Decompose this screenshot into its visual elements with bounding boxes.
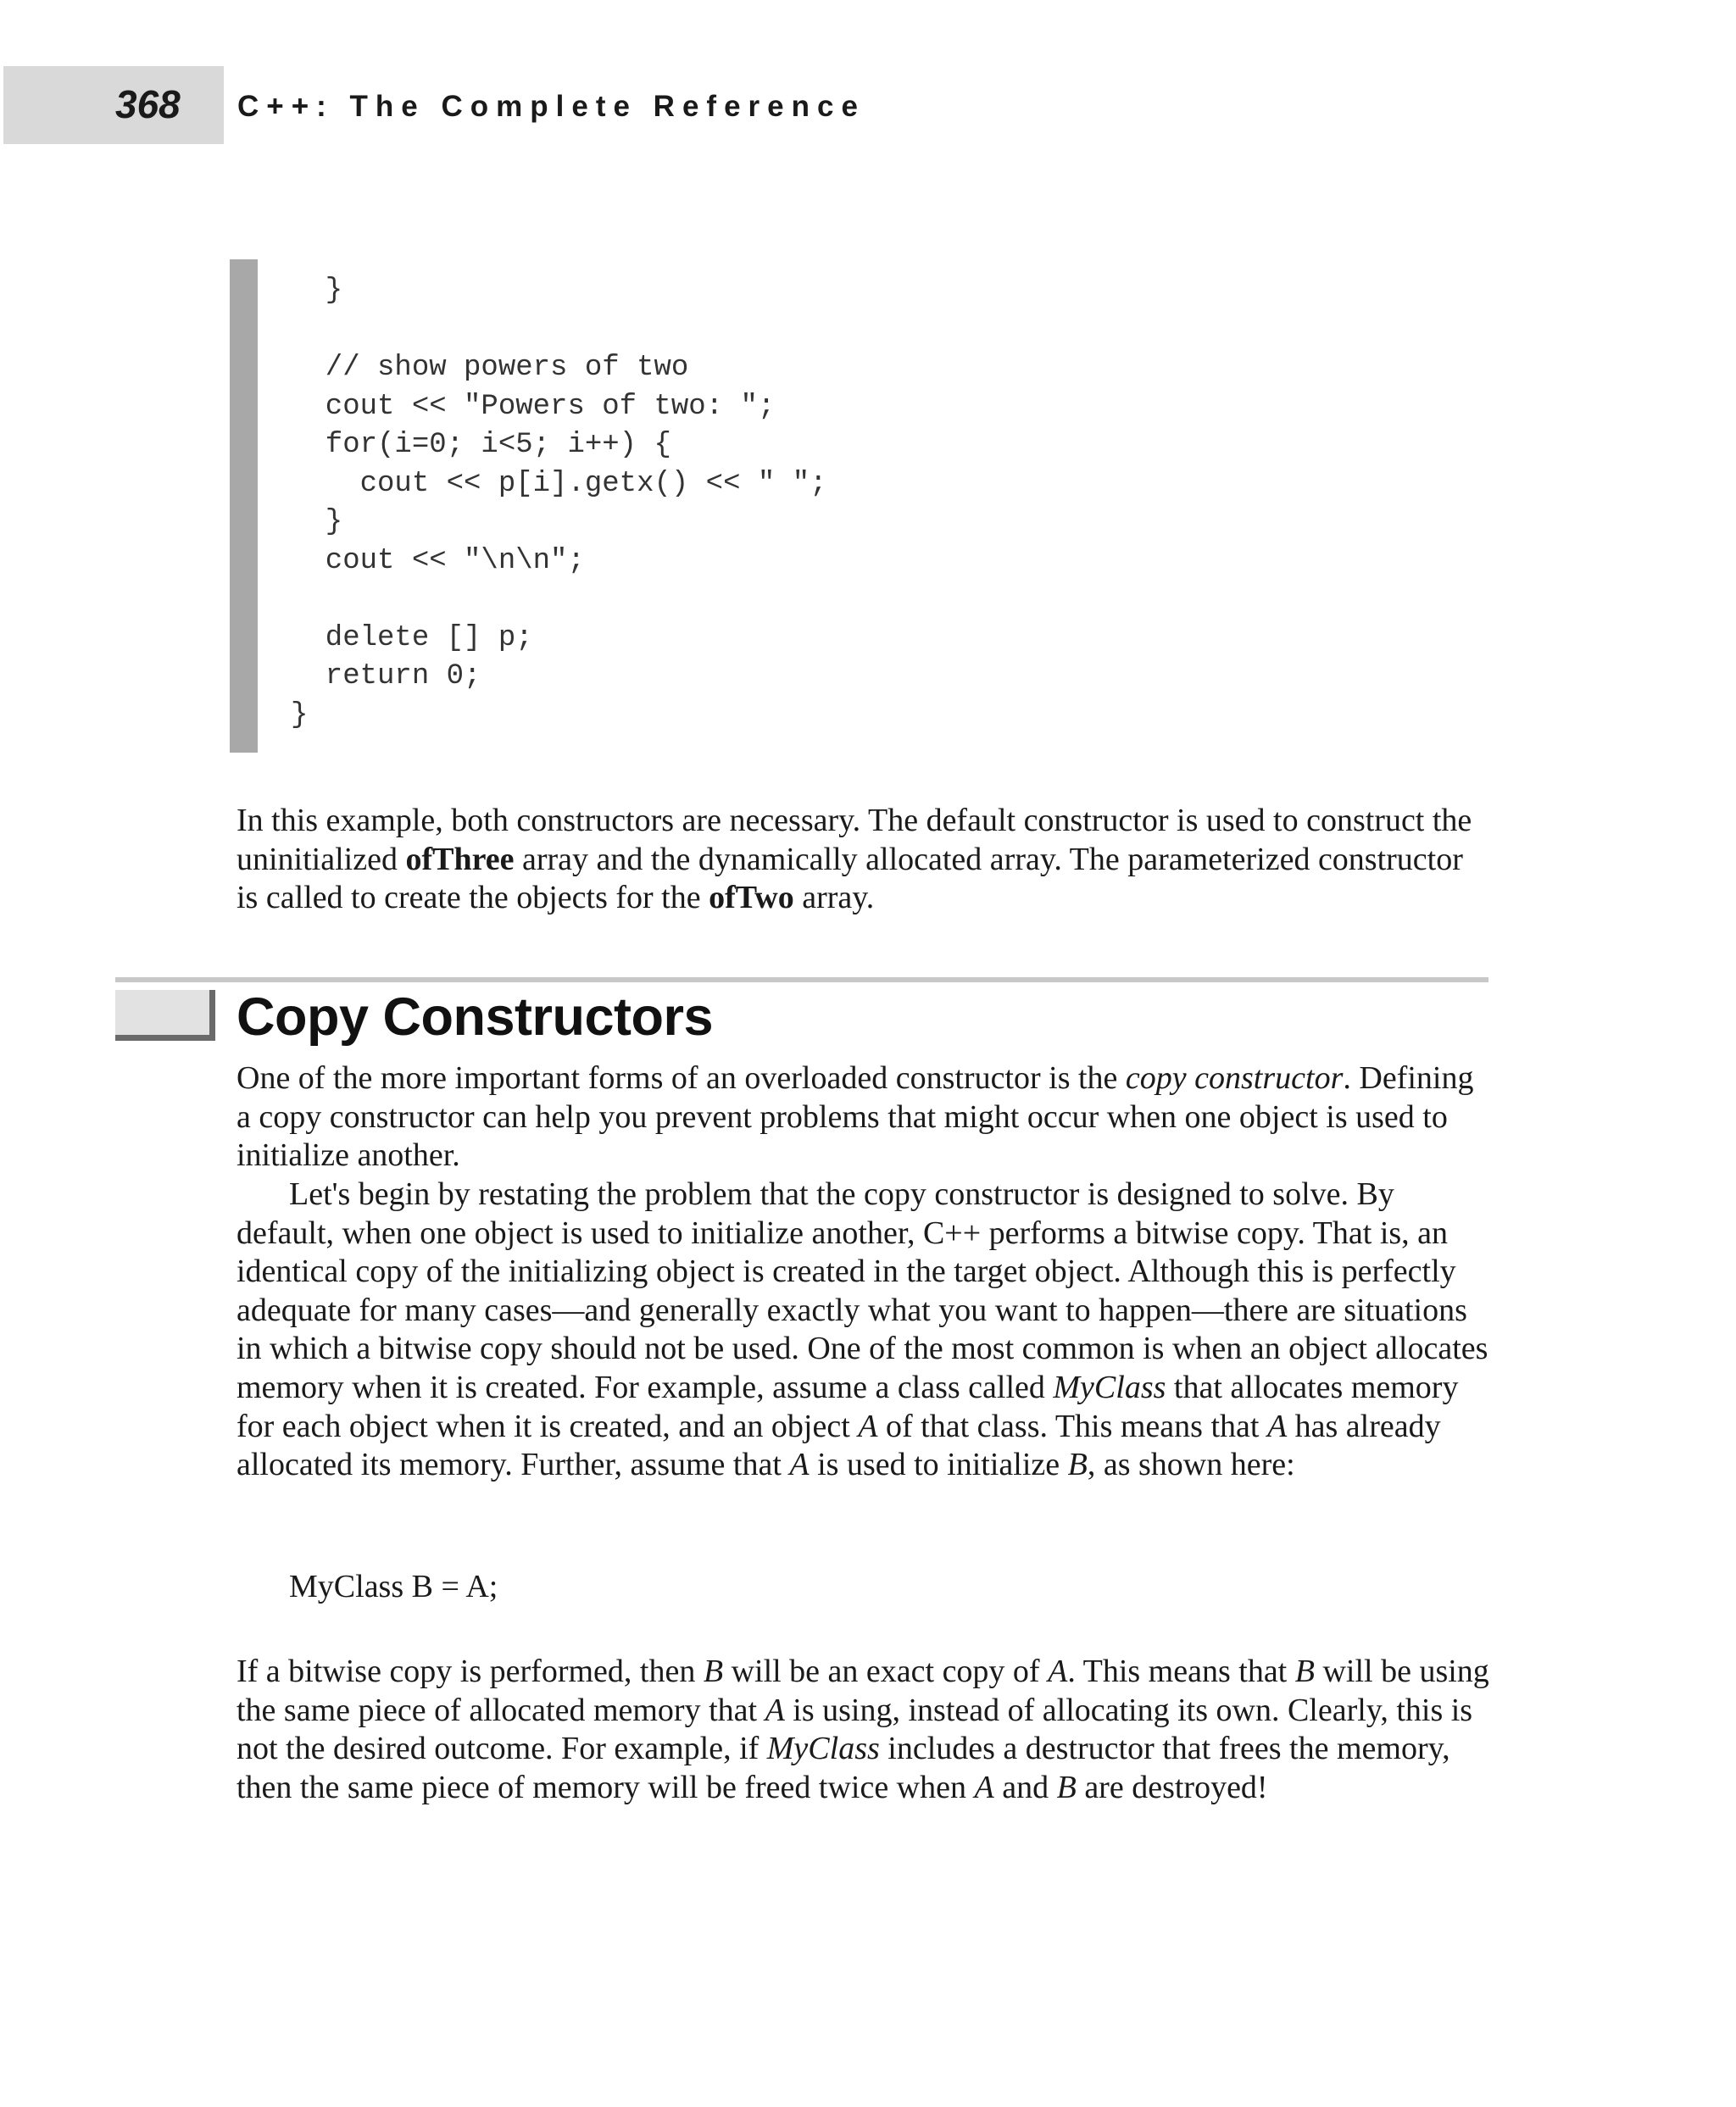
- code-line: // show powers of two: [291, 352, 689, 384]
- example-statement: MyClass B = A;: [289, 1569, 498, 1604]
- intro-paragraph: In this example, both constructors are necessary. The default constructor is used to construct the uninitialized ofThree array and the dynamically allocated array. The parameterized constructor is called to create the objects for the ofTwo array.: [236, 803, 1472, 916]
- code-line: return 0;: [291, 660, 481, 692]
- code-line: cout << "Powers of two: ";: [291, 390, 776, 423]
- section-marker: [115, 990, 215, 1041]
- page-number-tab: [3, 66, 224, 144]
- keyword-oftwo: ofTwo: [709, 880, 794, 916]
- code-line: for(i=0; i<5; i++) {: [291, 429, 671, 461]
- code-line: [291, 581, 827, 620]
- code-line: [291, 311, 827, 350]
- section-rule: [115, 977, 1488, 982]
- keyword-ofthree: ofThree: [405, 841, 515, 877]
- paragraph: Let's begin by restating the problem that the copy constructor is designed to solve. By default, when one object is used to initialize another, C++ performs a bitwise copy. That is, an identical copy of the initializing object is created in the target object. Although this is perfectly adequate for many cases—and generally exactly what you want to happen—there are situations in which a bitwise copy should not be used. One of the most common is when an object allocates memory when it is created. For example, assume a class called MyClass that allocates memory for each object when it is created, and an object A of that class. This means that A has already allocated its memory. Further, assume that A is used to initialize B, as shown here:: [236, 1176, 1488, 1483]
- running-title: C++: The Complete Reference: [237, 90, 865, 123]
- code-listing: [291, 272, 827, 735]
- code-line: }: [291, 275, 343, 307]
- paragraph: One of the more important forms of an overloaded constructor is the copy constructor. Defining a copy constructor can help you prevent problems that might occur when one object is used to initialize another.: [236, 1060, 1474, 1174]
- section-heading: Copy Constructors: [236, 987, 714, 1047]
- page-number: 368: [115, 82, 181, 126]
- code-line: }: [291, 698, 309, 731]
- code-line: cout << "\n\n";: [291, 544, 585, 577]
- code-line: delete [] p;: [291, 621, 533, 654]
- code-line: }: [291, 506, 343, 538]
- paragraph: If a bitwise copy is performed, then B will be an exact copy of A. This means that B will be using the same piece of allocated memory that A is using, instead of allocating its own. Clearly, this is not the desired outcome. For example, if MyClass includes a destructor that frees the memory, then the same piece of memory will be freed twice when A and B are destroyed!: [236, 1654, 1489, 1805]
- code-sidebar-bar: [230, 259, 258, 753]
- code-line: cout << p[i].getx() << " ";: [291, 467, 827, 500]
